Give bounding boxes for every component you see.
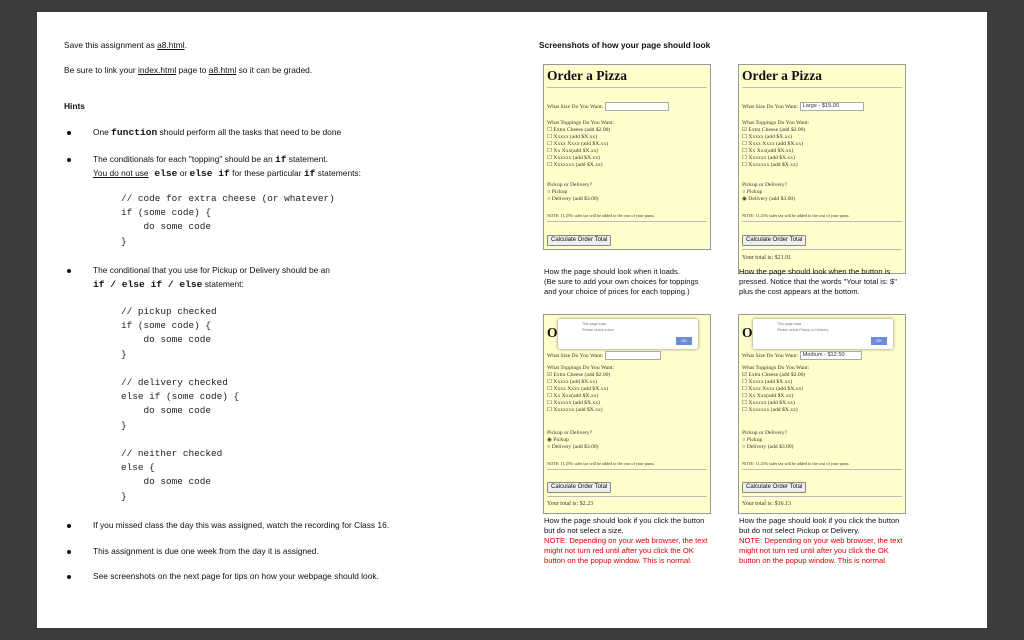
size-select[interactable] [605,102,669,111]
tax-note: NOTE: 11.25% sales tax will be added to the cost of your pizza. [547,213,655,218]
hint-recording: If you missed class the day this was assigned, watch the recording for Class 16. [93,520,390,530]
topping-item[interactable]: ☐ Xxxxx (add $X.xx) [547,379,598,385]
popup-title: This page says [582,322,607,326]
popup-message: Please select Pickup or Delivery [777,328,829,332]
topping-item[interactable]: ☐ Xxxxx (add $X.xx) [742,134,793,140]
topping-item[interactable]: ☐ Xxxx Xxxx (add $X.xx) [547,386,609,392]
caption-after-calc: How the page should look when the button is pressed. Notice that the words "Your total is: $" plus the cost appears at the bottom. [739,267,897,296]
calculate-button[interactable]: Calculate Order Total [742,235,806,246]
delivery-radio[interactable]: ○ Delivery (add $3.00) [547,444,599,450]
caption-no-size: How the page should look if you click the button but do not select a size. NOTE: Depending on your web browser, the text might not turn red until after you click the OK button on the popup window. This is normal. [544,516,734,566]
topping-item[interactable]: ☐ Xxxxxx (add $X.xx) [547,155,600,161]
topping-item[interactable]: ☐ Xx Xxx(add $X.xx) [547,148,599,154]
alert-popup [753,319,893,349]
topping-item[interactable]: ☐ Xx Xxx(add $X.xx) [547,393,599,399]
topping-item[interactable]: ☐ Xxxx Xxxx (add $X.xx) [742,386,804,392]
tax-note: NOTE: 11.25% sales tax will be added to the cost of your pizza. [547,461,655,466]
pizza-title: Order a Pizza [547,68,627,83]
size-label-error: What Size Do You Want: [547,351,661,360]
pickup-radio[interactable]: ○ Pickup [742,189,763,195]
size-select[interactable]: Large - $15.00 [800,102,864,111]
toppings-label: What Toppings Do You Want: [742,365,810,371]
toppings-label: What Toppings Do You Want: [547,365,615,371]
a8-link[interactable]: a8.html [208,65,237,75]
bullet [67,131,71,135]
total-text: Your total is: $16.13 [742,501,792,507]
tax-note: NOTE: 11.25% sales tax will be added to the cost of your pizza. [742,213,850,218]
topping-item[interactable]: ☐ Xxxxx (add $X.xx) [547,134,598,140]
size-select[interactable]: Medium - $12.50 [800,351,862,360]
hint-conditionals-line2: You do not use else or else if for these particular if statements: [93,168,361,179]
pizza-title-partial: O [547,325,558,340]
bullet [67,550,71,554]
topping-item[interactable]: ☑ Extra Cheese (add $2.00) [742,127,806,133]
popup-message: Please select a size [582,328,614,332]
screenshot-no-pickup [738,314,906,514]
caption-on-load: How the page should look when it loads. (Be sure to add your own choices for toppings and your choice of prices for each topping.) [544,267,699,296]
document-page [37,12,987,628]
bullet [67,269,71,273]
topping-item[interactable]: ☐ Xxxxxx (add $X.xx) [742,400,795,406]
hint-due-date: This assignment is due one week from the day it is assigned. [93,546,319,556]
pickup-label: Pickup or Delivery? [547,182,593,188]
link-instruction: Be sure to link your index.html page to a8.html so it can be graded. [64,65,313,75]
topping-item[interactable]: ☐ Xxxxxxx (add $X.xx) [547,407,603,413]
size-label: What Size Do You Want: Large - $15.00 [742,102,864,111]
alert-popup [558,319,698,349]
topping-item[interactable]: ☐ Xxxx Xxxx (add $X.xx) [547,141,609,147]
topping-item[interactable]: ☐ Extra Cheese (add $2.00) [547,127,611,133]
pickup-radio[interactable]: ○ Pickup [742,437,763,443]
pizza-title-partial: O [742,325,753,340]
topping-item[interactable]: ☐ Xxxxxxx (add $X.xx) [547,162,603,168]
hints-heading: Hints [64,101,85,111]
size-label: What Size Do You Want: [547,102,669,111]
size-select[interactable] [605,351,661,360]
topping-item[interactable]: ☐ Xxxxx (add $X.xx) [742,379,793,385]
bullet [67,524,71,528]
tax-note: NOTE: 11.25% sales tax will be added to the cost of your pizza. [742,461,850,466]
size-label: What Size Do You Want: Medium - $12.50 [742,351,862,360]
save-instruction: Save this assignment as a8.html. [64,40,187,50]
screenshot-on-load [543,64,711,250]
screenshots-heading: Screenshots of how your page should look [539,40,711,50]
topping-item[interactable]: ☐ Xx Xxx(add $X.xx) [742,148,794,154]
pickup-label: Pickup or Delivery? [742,182,788,188]
popup-ok-button[interactable]: OK [676,337,692,345]
topping-item[interactable]: ☐ Xxxxxxx (add $X.xx) [742,162,798,168]
calculate-button[interactable]: Calculate Order Total [547,235,611,246]
hint-function: One function should perform all the tasks that need to be done [93,127,342,138]
topping-item[interactable]: ☐ Xxxxxx (add $X.xx) [742,155,795,161]
hint-conditionals-line1: The conditionals for each "topping" should be an if statement. [93,154,328,165]
bullet [67,575,71,579]
toppings-label: What Toppings Do You Want: [742,120,810,126]
bullet [67,158,71,162]
red-note: NOTE: Depending on your web browser, the text [544,536,708,545]
toppings-label: What Toppings Do You Want: [547,120,615,126]
code-block-toppings: // code for extra cheese (or whatever) if (some code) { do some code } [121,193,335,247]
delivery-radio[interactable]: ○ Delivery (add $3.00) [742,444,794,450]
screenshot-no-size [543,314,711,514]
pizza-title: Order a Pizza [742,68,822,83]
total-text: Your total is: $2.23 [547,501,594,507]
hint-pickup-line2: if / else if / else statement: [93,279,244,290]
calculate-button[interactable]: Calculate Order Total [742,482,806,493]
red-note: NOTE: Depending on your web browser, the text [739,536,903,545]
topping-item[interactable]: ☑ Extra Cheese (add $2.00) [742,372,806,378]
code-block-pickup: // pickup checked if (some code) { do some code } // delivery checked else if (some code) { do some code } // neither checked else { do some code } [121,306,240,502]
delivery-radio[interactable]: ◉ Delivery (add $3.00) [742,196,796,202]
popup-title: This page says [777,322,802,326]
topping-item[interactable]: ☐ Xx Xxx(add $X.xx) [742,393,794,399]
screenshot-after-calc [738,64,906,274]
popup-ok-button[interactable]: OK [871,337,887,345]
save-filename: a8.html [157,40,185,50]
pickup-radio[interactable]: ○ Pickup [547,189,568,195]
calculate-button[interactable]: Calculate Order Total [547,482,611,493]
topping-item[interactable]: ☐ Xxxxxxx (add $X.xx) [742,407,798,413]
hint-screenshots: See screenshots on the next page for tips on how your webpage should look. [93,571,379,581]
topping-item[interactable]: ☐ Xxxx Xxxx (add $X.xx) [742,141,804,147]
topping-item[interactable]: ☐ Xxxxxx (add $X.xx) [547,400,600,406]
delivery-radio[interactable]: ○ Delivery (add $3.00) [547,196,599,202]
pickup-label: Pickup or Delivery? [547,430,593,436]
topping-item[interactable]: ☑ Extra Cheese (add $2.00) [547,372,611,378]
index-link[interactable]: index.html [138,65,177,75]
total-text: Your total is: $21.91 [742,255,792,261]
caption-no-pickup: How the page should look if you click the button but do not select Pickup or Delivery. NOTE: Depending on your web browser, the text might not turn red until after you click the OK button on the popup window. This is normal. [739,516,929,566]
pickup-radio[interactable]: ◉ Pickup [547,437,569,443]
hint-pickup-line1: The conditional that you use for Pickup or Delivery should be an [93,265,330,275]
pickup-label-error: Pickup or Delivery? [742,430,788,436]
